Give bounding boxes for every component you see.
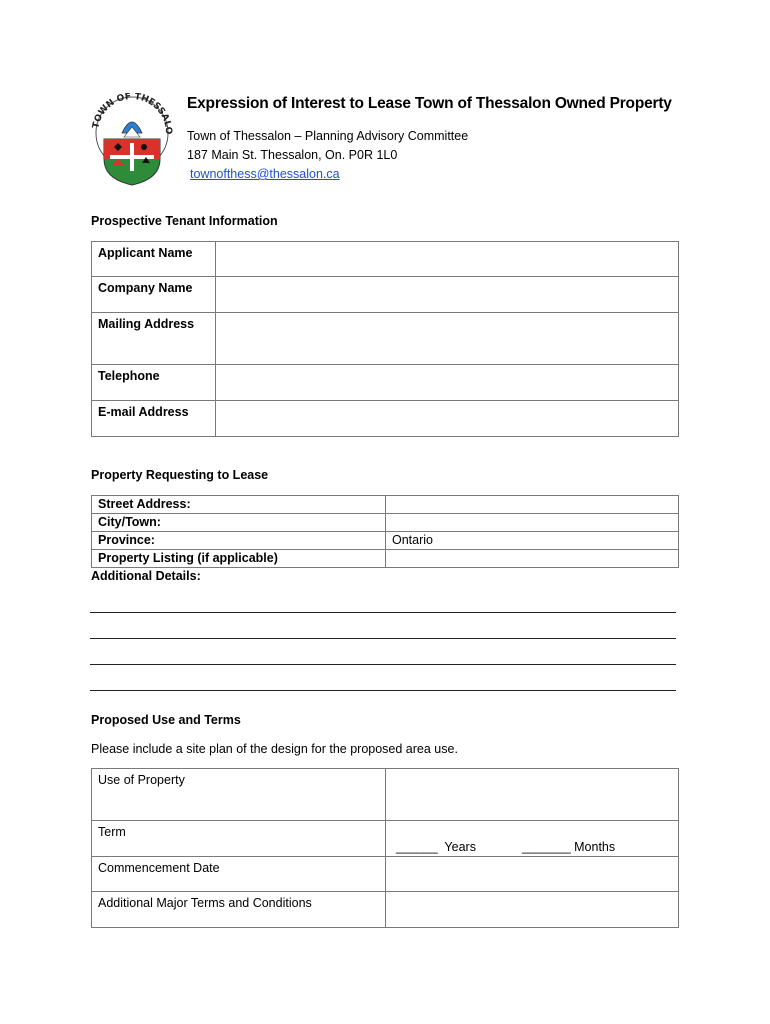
telephone-label: Telephone bbox=[92, 365, 216, 401]
email-address-label: E-mail Address bbox=[92, 401, 216, 437]
company-name-label: Company Name bbox=[92, 277, 216, 313]
city-town-field[interactable] bbox=[386, 514, 679, 532]
svg-text:TOWN OF THESSALON: TOWN OF THESSALO bbox=[91, 93, 174, 135]
additional-terms-field[interactable] bbox=[386, 892, 679, 928]
proposed-section-heading: Proposed Use and Terms bbox=[91, 713, 241, 727]
use-of-property-field[interactable] bbox=[386, 769, 679, 821]
use-of-property-label: Use of Property bbox=[92, 769, 386, 821]
address-line: 187 Main St. Thessalon, On. P0R 1L0 bbox=[187, 148, 398, 162]
street-address-field[interactable] bbox=[386, 496, 679, 514]
mailing-address-field[interactable] bbox=[216, 313, 679, 365]
applicant-name-field[interactable] bbox=[216, 242, 679, 277]
town-seal-logo bbox=[88, 93, 176, 187]
details-line-4[interactable] bbox=[90, 689, 676, 691]
property-section-heading: Property Requesting to Lease bbox=[91, 468, 269, 482]
applicant-name-label: Applicant Name bbox=[92, 242, 216, 277]
property-listing-field[interactable] bbox=[386, 550, 679, 568]
term-months: _______ Months bbox=[522, 840, 616, 854]
term-years: ______ Years bbox=[396, 840, 476, 854]
property-table bbox=[91, 495, 679, 568]
details-line-2[interactable] bbox=[90, 637, 676, 639]
additional-terms-label: Additional Major Terms and Conditions bbox=[92, 892, 386, 928]
company-name-field[interactable] bbox=[216, 277, 679, 313]
commencement-date-field[interactable] bbox=[386, 857, 679, 892]
province-field[interactable]: Ontario bbox=[386, 532, 679, 550]
proposed-use-table bbox=[91, 768, 679, 928]
tenant-info-table bbox=[91, 241, 679, 437]
details-line-1[interactable] bbox=[90, 611, 676, 613]
province-label: Province: bbox=[92, 532, 386, 550]
city-town-label: City/Town: bbox=[92, 514, 386, 532]
mailing-address-label: Mailing Address bbox=[92, 313, 216, 365]
property-listing-label: Property Listing (if applicable) bbox=[92, 550, 386, 568]
details-line-3[interactable] bbox=[90, 663, 676, 665]
document-title: Expression of Interest to Lease Town of Thessalon Owned Property bbox=[187, 95, 672, 112]
term-field[interactable] bbox=[386, 821, 679, 857]
commencement-date-label: Commencement Date bbox=[92, 857, 386, 892]
term-label: Term bbox=[92, 821, 386, 857]
street-address-label: Street Address: bbox=[92, 496, 386, 514]
tenant-section-heading: Prospective Tenant Information bbox=[91, 214, 278, 228]
email-address-field[interactable] bbox=[216, 401, 679, 437]
committee-line: Town of Thessalon – Planning Advisory Committee bbox=[187, 129, 469, 143]
telephone-field[interactable] bbox=[216, 365, 679, 401]
site-plan-instruction: Please include a site plan of the design for the proposed area use. bbox=[91, 742, 458, 756]
email-link[interactable]: townofthess@thessalon.ca bbox=[190, 167, 340, 181]
additional-details-label: Additional Details: bbox=[91, 569, 201, 583]
